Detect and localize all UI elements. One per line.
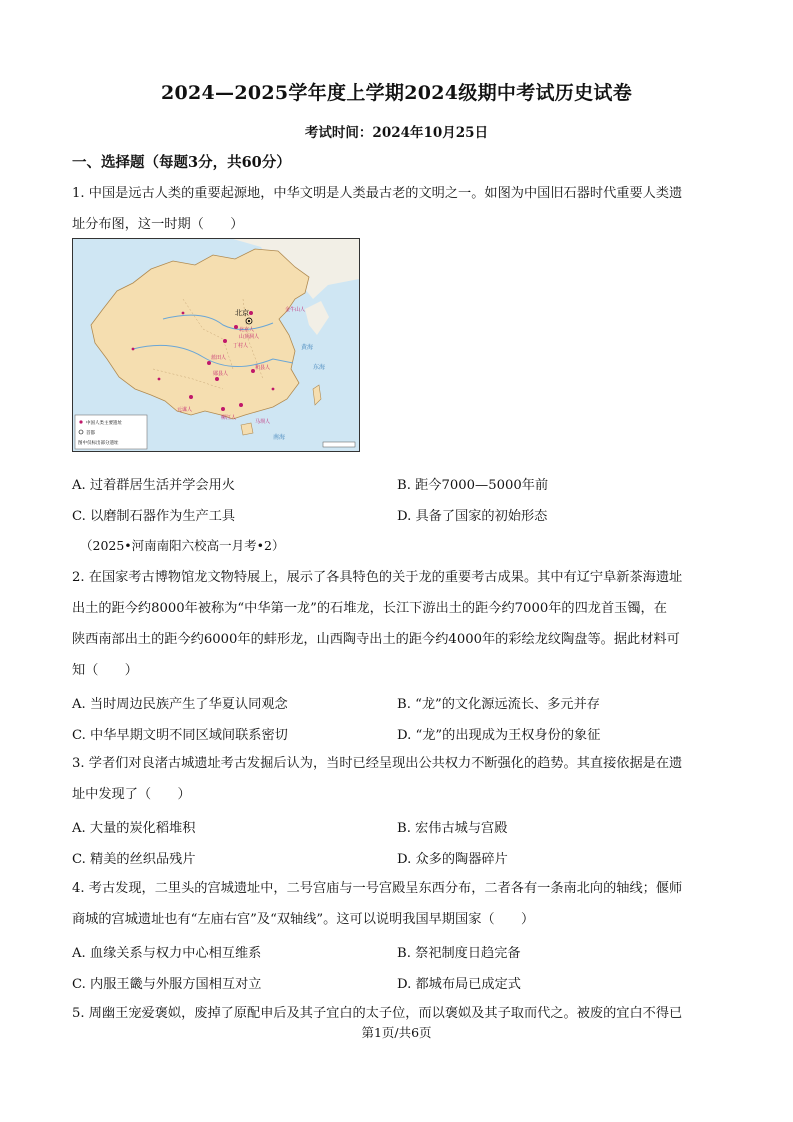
capital-label: 北京 (235, 309, 249, 317)
option-2c: C. 中华早期文明不同区域间联系密切 (72, 728, 288, 743)
option-3b: B. 宏伟古城与宫殿 (397, 821, 508, 836)
legend-site: 中国人类主要遗址 (86, 421, 122, 426)
option-1a: A. 过着群居生活并学会用火 (72, 478, 235, 493)
page-title: 2024—2025学年度上学期2024级期中考试历史试卷 (160, 82, 633, 104)
site-label: 金牛山人 (285, 307, 306, 313)
site-label: 元谋人 (177, 407, 193, 413)
exam-time: 考试时间：2024年10月25日 (304, 125, 489, 141)
page-number: 第1页/共6页 (361, 1025, 432, 1040)
sea-label: 东海 (313, 364, 326, 371)
question-3-line: 址中发现了（ ） (72, 787, 191, 802)
question-2-line: 出土的距今约8000年被称为“中华第一龙”的石堆龙，长江下游出土的距今约7000年的四龙首玉镯，在 (72, 601, 667, 616)
option-1d: D. 具备了国家的初始形态 (397, 509, 548, 524)
site-label: 郧县人 (213, 371, 229, 377)
option-1c: C. 以磨制石器作为生产工具 (72, 509, 236, 524)
question-4-line: 4. 考古发现，二里头的宫城遗址中，二号宫庙与一号宫殿呈东西分布，二者各有一条南北向的轴线；偃师 (72, 881, 683, 896)
sea-label: 南海 (273, 434, 286, 441)
option-1b: B. 距今7000—5000年前 (397, 478, 549, 493)
question-2 (72, 562, 728, 686)
question-3 (72, 748, 728, 810)
option-4b: B. 祭祀制度日趋完备 (397, 946, 521, 961)
site-label: 和县人 (255, 365, 271, 371)
sea-label: 黄海 (301, 344, 314, 351)
paleolithic-sites-map (72, 238, 360, 452)
site-label: 蓝田人 (211, 355, 227, 361)
option-4a: A. 血缘关系与权力中心相互维系 (72, 946, 262, 961)
option-2d: D. “龙”的出现成为王权身份的象征 (397, 728, 601, 743)
option-2b: B. “龙”的文化源远流长、多元并存 (397, 697, 600, 712)
option-3c: C. 精美的丝织品残片 (72, 852, 196, 867)
question-2-line: 陕西南部出土的距今约6000年的蚌形龙，山西陶寺出土的距今约4000年的彩绘龙纹陶盘等。据此材料可 (72, 632, 680, 647)
question-1 (72, 178, 728, 240)
question-4-line: 商城的宫城遗址也有“左庙右宫”及“双轴线”。这可以说明我国早期国家（ ） (72, 912, 535, 927)
question-2-line: 知（ ） (72, 663, 138, 678)
site-label: 马坝人 (255, 419, 271, 425)
question-2-line: 2. 在国家考古博物馆龙文物特展上，展示了各具特色的关于龙的重要考古成果。其中有辽宁阜新茶海遗址 (72, 570, 683, 585)
question-3-line: 3. 学者们对良渚古城遗址考古发掘后认为，当时已经呈现出公共权力不断强化的趋势。其直接依据是在遗 (72, 756, 683, 771)
question-4 (72, 873, 728, 935)
legend-note: 图中仅标出部分遗址 (78, 441, 119, 446)
section-heading: 一、选择题（每题3分，共60分） (72, 154, 291, 171)
question-source: （2025•河南南阳六校高一月考•2） (80, 538, 285, 553)
site-label: 丁村人 (233, 343, 249, 349)
option-3a: A. 大量的炭化稻堆积 (72, 821, 196, 836)
site-label: 柳江人 (221, 415, 237, 421)
question-1-line: 址分布图，这一时期（ ） (72, 217, 244, 232)
option-3d: D. 众多的陶器碎片 (397, 852, 508, 867)
option-2a: A. 当时周边民族产生了华夏认同观念 (72, 697, 288, 712)
site-label: 北京人 (239, 327, 255, 333)
option-4c: C. 内服王畿与外服方国相互对立 (72, 977, 262, 992)
question-1-line: 1. 中国是远古人类的重要起源地，中华文明是人类最古老的文明之一。如图为中国旧石器时代重要人类遗 (72, 186, 683, 201)
legend-capital: 首都 (86, 431, 95, 436)
site-label: 山顶洞人 (239, 334, 260, 340)
question-5-line: 5. 周幽王宠爱褒姒，废掉了原配申后及其子宜白的太子位，而以褒姒及其子取而代之。被废的宜白不得已 (72, 1006, 683, 1021)
option-4d: D. 都城布局已成定式 (397, 977, 521, 992)
